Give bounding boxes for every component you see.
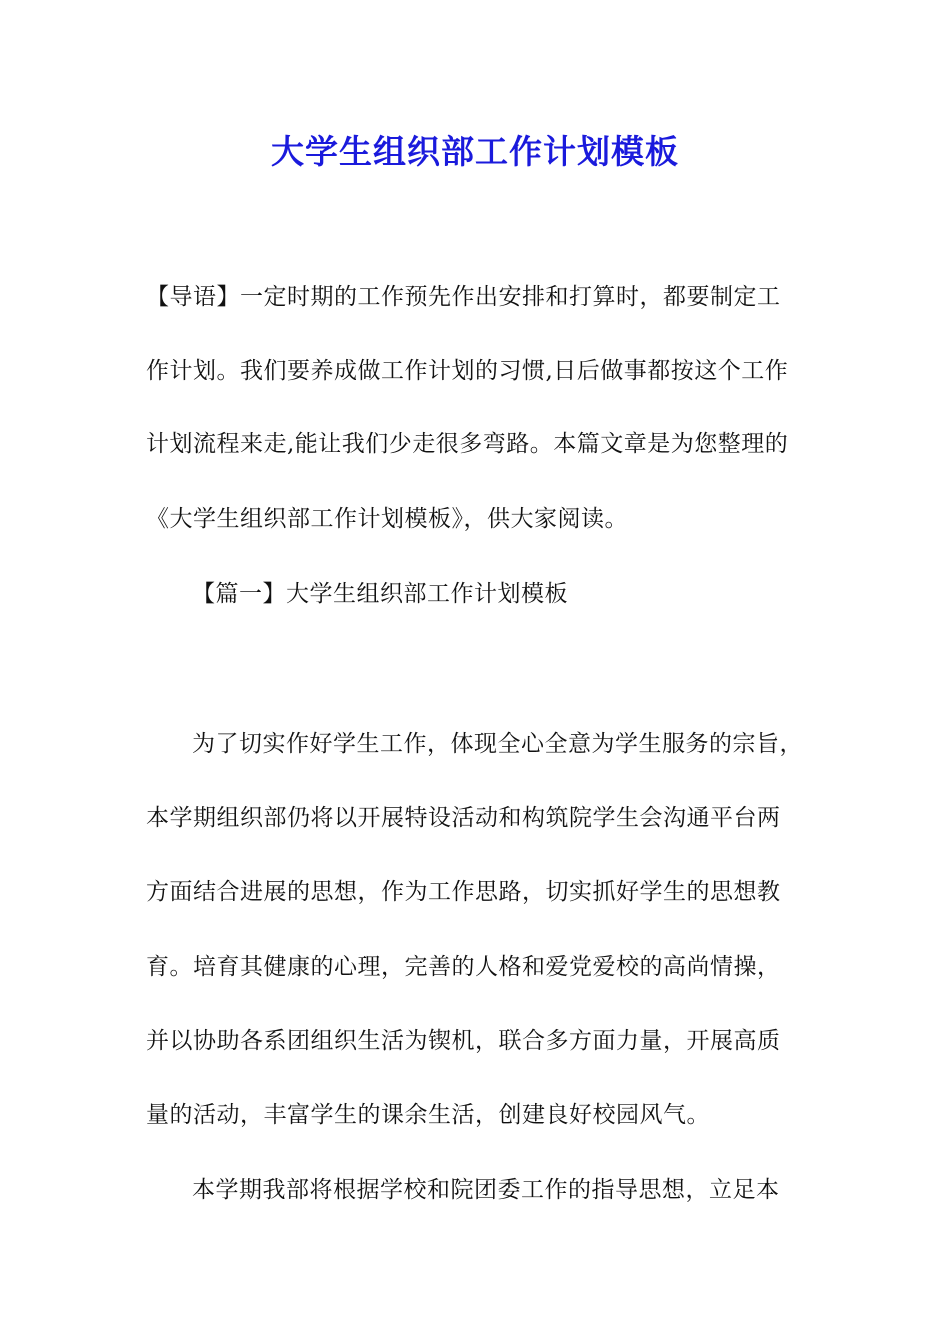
paragraph-line: 为了切实作好学生工作，体现全心全意为学生服务的宗旨， (192, 731, 803, 757)
paragraph-line: 【导语】一定时期的工作预先作出安排和打算时，都要制定工 (146, 284, 781, 310)
paragraph-line: 计划流程来走,能让我们少走很多弯路。本篇文章是为您整理的 (146, 431, 789, 457)
paragraph-line: 育。培育其健康的心理，完善的人格和爱党爱校的高尚情操， (146, 954, 781, 980)
paragraph-line: 本学期组织部仍将以开展特设活动和构筑院学生会沟通平台两 (146, 805, 781, 831)
section-heading: 【篇一】大学生组织部工作计划模板 (192, 581, 568, 607)
paragraph-line: 作计划。我们要养成做工作计划的习惯,日后做事都按这个工作 (146, 358, 789, 384)
paragraph-line: 《大学生组织部工作计划模板》，供大家阅读。 (146, 506, 628, 532)
paragraph-line: 并以协助各系团组织生活为锲机，联合多方面力量，开展高质 (146, 1028, 781, 1054)
document-title: 大学生组织部工作计划模板 (271, 132, 679, 171)
paragraph-line: 方面结合进展的思想，作为工作思路，切实抓好学生的思想教 (146, 879, 781, 905)
paragraph-line: 本学期我部将根据学校和院团委工作的指导思想，立足本 (192, 1177, 780, 1203)
paragraph-line: 量的活动，丰富学生的课余生活，创建良好校园风气。 (146, 1102, 710, 1128)
